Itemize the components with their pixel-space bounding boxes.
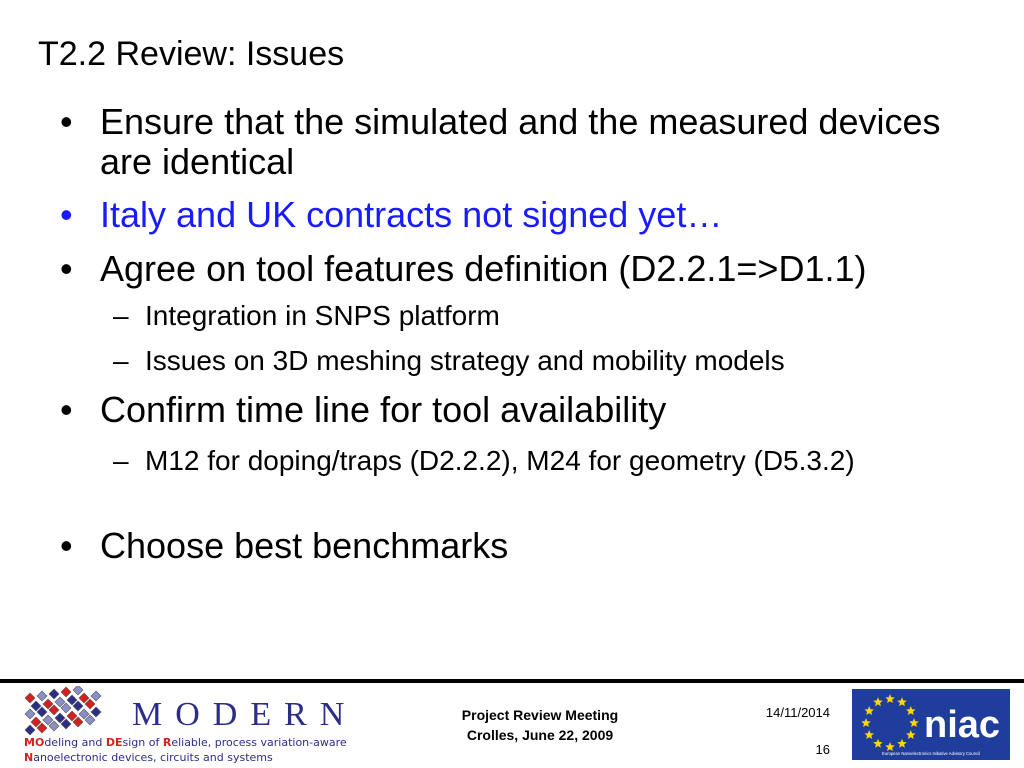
sub-bullet-marker: – [113,345,129,376]
logo-diamond [91,691,101,701]
svg-text:niac: niac [924,704,1001,746]
sub-bullet-text: M12 for doping/traps (D2.2.2), M24 for geometry (D5.3.2) [145,445,855,476]
bullet-text: Italy and UK contracts not signed yet… [100,194,723,235]
modern-logo-word: MODERN [132,696,358,733]
logo-diamond [25,693,35,703]
bullet-marker: • [60,525,73,566]
meeting-name: Project Review Meeting [461,707,619,723]
diamond-molecule-logo-icon [20,686,116,736]
logo-diamond [25,725,35,735]
tagline-line-2: Nanoelectronic devices, circuits and systems [24,751,273,764]
sub-bullet-marker: – [113,300,129,331]
bullet-marker: • [60,248,73,289]
logo-diamond [49,689,59,699]
niac-logo-icon [852,689,1010,760]
bullet-marker: • [60,389,73,430]
logo-diamond [37,691,47,701]
bullet-text: Confirm time line for tool availability [100,389,667,430]
modern-logo-tagline [24,735,347,765]
logo-diamond [73,686,83,695]
logo-diamond [61,687,71,697]
sub-bullet-marker: – [113,445,129,476]
slide-title: T2.2 Review: Issues [38,35,345,73]
sub-bullet-text: Integration in SNPS platform [145,300,500,331]
bullet-text: Choose best benchmarks [100,525,509,566]
bullet-text: Agree on tool features definition (D2.2.1=>D1.1) [100,248,867,289]
logo-diamond [25,709,35,719]
bullet-marker: • [60,101,73,142]
svg-text:European Nanoelectronics Initi: European Nanoelectronics Initiative Advisory Council [882,751,980,756]
bullet-text: Ensure that the simulated and the measured devices are identical [100,101,941,182]
meeting-info [420,705,660,745]
page-number: 16 [815,742,830,757]
slide-date: 14/11/2014 [765,705,830,720]
meeting-location-date: Crolles, June 22, 2009 [466,727,614,743]
tagline-line-1: MOdeling and DEsign of Reliable, process variation-aware [24,736,347,749]
logo-diamond [91,707,101,717]
sub-bullet-text: Issues on 3D meshing strategy and mobility models [145,345,785,376]
bullet-marker: • [60,194,73,235]
